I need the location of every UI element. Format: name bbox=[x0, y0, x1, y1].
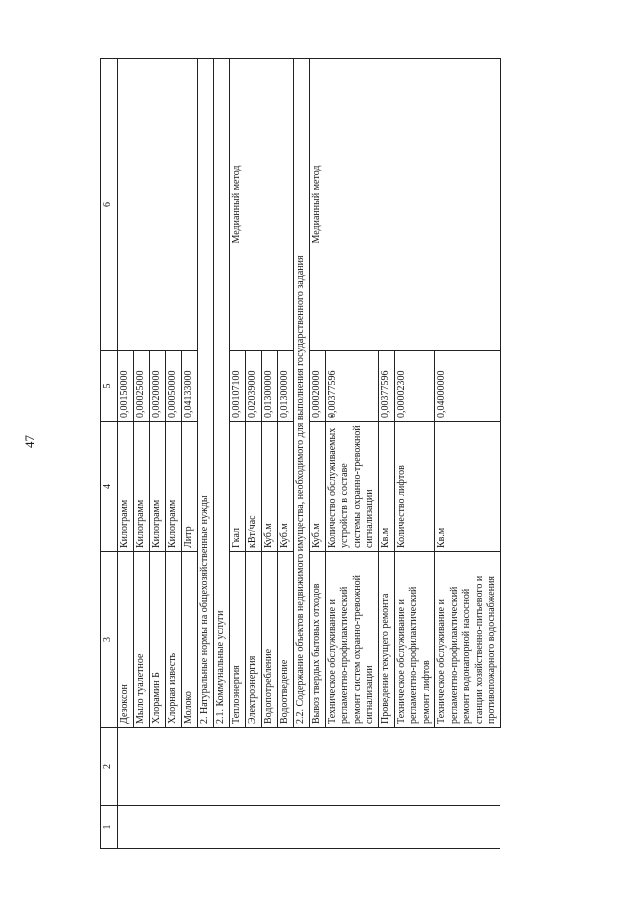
item-value: 0,00020000 bbox=[309, 351, 325, 422]
item-unit: Килограмм bbox=[166, 422, 182, 552]
item-name: Дезоксон bbox=[118, 552, 134, 728]
item-unit: Количество обслуживаемых устройств в составе системы охранно-тревожной сигнализации bbox=[325, 422, 378, 552]
item-name: Электроэнергия bbox=[246, 552, 262, 728]
item-unit: Гкал bbox=[230, 422, 246, 552]
item-value: 0,00107100 bbox=[230, 351, 246, 422]
item-name: Вывоз твердых бытовых отходов bbox=[309, 552, 325, 728]
item-unit: Килограмм bbox=[150, 422, 166, 552]
rotated-table-frame bbox=[100, 59, 536, 849]
col2-empty-a bbox=[118, 728, 198, 806]
item-name: Водоотведение bbox=[278, 552, 294, 728]
item-value: 0,01300000 bbox=[262, 351, 278, 422]
item-value: 0,00377596 bbox=[325, 351, 378, 422]
method-cell: Медианный метод bbox=[230, 59, 294, 351]
header-col-1: 1 bbox=[101, 806, 118, 849]
item-value: 0,04133000 bbox=[182, 351, 198, 422]
item-value: 0,00025000 bbox=[134, 351, 150, 422]
item-name: Техническое обслуживание и регламентно-профилактический ремонт систем охранно-тревожной сигнализации bbox=[325, 552, 378, 728]
item-name: Водопотребление bbox=[262, 552, 278, 728]
header-row bbox=[101, 59, 118, 849]
item-name: Техническое обслуживание и регламентно-профилактический ремонт лифтов bbox=[394, 552, 435, 728]
item-unit: Литр bbox=[182, 422, 198, 552]
norms-table bbox=[100, 58, 501, 849]
item-name: Молоко bbox=[182, 552, 198, 728]
col1-empty-b bbox=[198, 806, 501, 849]
header-col-4: 4 bbox=[101, 422, 118, 552]
item-unit: Куб.м bbox=[262, 422, 278, 552]
item-unit: Килограмм bbox=[134, 422, 150, 552]
item-value: 0,04000000 bbox=[435, 351, 501, 422]
section-2-heading: 2. Натуральные нормы на общехозяйственные нужды bbox=[198, 59, 214, 728]
item-unit: Кв.м bbox=[435, 422, 501, 552]
item-name: Теплоэнергия bbox=[230, 552, 246, 728]
item-value: 0,02039000 bbox=[246, 351, 262, 422]
item-value: 0,01300000 bbox=[278, 351, 294, 422]
header-col-5: 5 bbox=[101, 351, 118, 422]
item-name: Техническое обслуживание и регламентно-профилактический ремонт водонапорной насосной станции хозяйственно-питьевого и противопожарного водоснабжения bbox=[435, 552, 501, 728]
item-name: Проведение текущего ремонта bbox=[378, 552, 394, 728]
item-unit: кВт/час bbox=[246, 422, 262, 552]
header-col-2: 2 bbox=[101, 728, 118, 806]
item-unit: Кв.м bbox=[378, 422, 394, 552]
page-number: 47 bbox=[22, 435, 37, 448]
item-value: 0,00150000 bbox=[118, 351, 134, 422]
item-value: 0,00002300 bbox=[394, 351, 435, 422]
item-name: Мыло туалетное bbox=[134, 552, 150, 728]
col1-empty-a bbox=[118, 806, 198, 849]
item-value: 0,00050000 bbox=[166, 351, 182, 422]
section-row bbox=[198, 59, 214, 849]
table-row bbox=[118, 59, 134, 849]
item-unit: Количество лифтов bbox=[394, 422, 435, 552]
item-unit: Куб.м bbox=[309, 422, 325, 552]
header-col-6: 6 bbox=[101, 59, 118, 351]
method-cell: Медианный метод bbox=[309, 59, 500, 351]
item-name: Хлорамин Б bbox=[150, 552, 166, 728]
item-unit: Куб.м bbox=[278, 422, 294, 552]
section-2-1-heading: 2.1. Коммунальные услуги bbox=[214, 59, 230, 728]
item-name: Хлорная известь bbox=[166, 552, 182, 728]
item-unit: Килограмм bbox=[118, 422, 134, 552]
col2-empty-b bbox=[198, 728, 501, 806]
col6-empty-a bbox=[118, 59, 198, 351]
item-value: 0,00200000 bbox=[150, 351, 166, 422]
section-2-2-heading: 2.2. Содержание объектов недвижимого имущества, необходимого для выполнения государственного задания bbox=[294, 59, 310, 728]
item-value: 0,00377596 bbox=[378, 351, 394, 422]
header-col-3: 3 bbox=[101, 552, 118, 728]
